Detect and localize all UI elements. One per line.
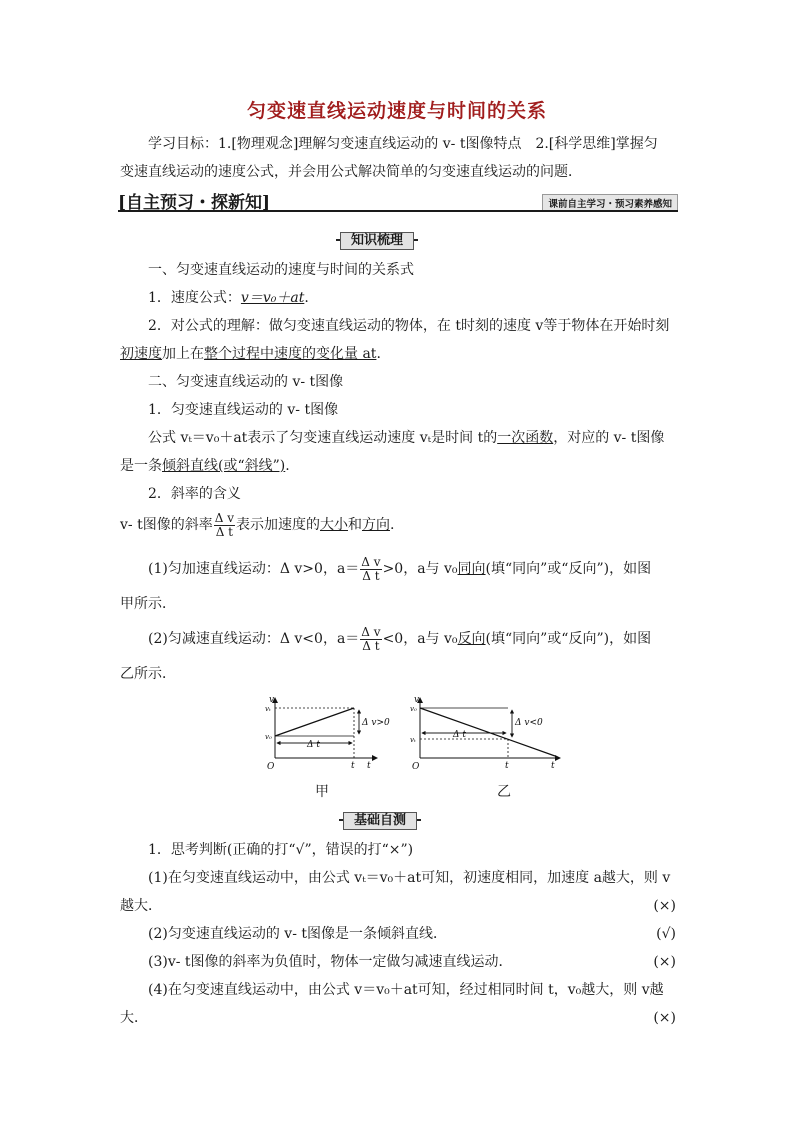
slope-num: Δ v bbox=[214, 510, 234, 525]
objectives-line1: 学习目标：1.[物理观念]理解匀变速直线运动的 v- t图像特点 2.[科学思维]掌握匀 bbox=[148, 136, 658, 152]
statement-2-mark: (√) bbox=[656, 926, 676, 942]
dec-fraction bbox=[360, 626, 381, 653]
slope-den: Δ t bbox=[215, 524, 233, 539]
slope-and: 和 bbox=[347, 517, 362, 533]
item1-prefix: 1．速度公式： bbox=[148, 290, 241, 306]
section-rule bbox=[118, 210, 678, 212]
dec-line2: 乙所示． bbox=[120, 666, 176, 682]
acc-num: Δ v bbox=[361, 554, 381, 569]
left-t2: t bbox=[367, 761, 371, 771]
item2-fill1: 初速度 bbox=[120, 346, 162, 362]
slope-fill2: 方向 bbox=[361, 517, 390, 533]
dec-fill: 反向 bbox=[457, 631, 486, 647]
acc-fraction bbox=[360, 556, 381, 583]
knowledge-label: 知识梳理 bbox=[340, 232, 414, 250]
item2-end: . bbox=[376, 346, 381, 362]
dec-c: (填“同向”或“反向”)，如图 bbox=[485, 631, 652, 647]
sub-1: 1．匀变速直线运动的 v- t图像 bbox=[148, 402, 339, 418]
caption-yi: 乙 bbox=[497, 784, 511, 800]
statement-2-text: (2)匀变速直线运动的 v- t图像是一条倾斜直线． bbox=[148, 926, 447, 942]
knowledge-body bbox=[120, 256, 676, 542]
left-dt-label: Δ t bbox=[307, 740, 320, 750]
item-1 bbox=[120, 284, 676, 312]
item2-fill2: 整个过程中速度的变化量 at bbox=[204, 346, 377, 362]
acc-line bbox=[120, 552, 676, 586]
acc-den: Δ t bbox=[362, 568, 380, 583]
left-v0-label: v₀ bbox=[265, 733, 272, 741]
p1-a: 公式 vₜ＝v₀＋at表示了匀变速直线运动速度 vₜ是时间 t的 bbox=[148, 430, 498, 446]
statement-4b-text: 大． bbox=[120, 1010, 148, 1026]
selftest-label: 基础自测 bbox=[343, 812, 417, 830]
slope-b: 表示加速度的 bbox=[235, 517, 320, 533]
p2-fill: 倾斜直线(或“斜线”) bbox=[162, 458, 286, 474]
label-rule-right bbox=[414, 239, 418, 241]
left-v-label: v bbox=[269, 695, 275, 705]
page-title: 匀变速直线运动速度与时间的关系 bbox=[246, 100, 547, 122]
right-t1: t bbox=[505, 761, 509, 771]
slope-line bbox=[120, 508, 676, 542]
knowledge-label-wrap bbox=[340, 232, 450, 248]
item-2a: 2．对公式的理解：做匀变速直线运动的物体，在 t时刻的速度 v等于物体在开始时刻 bbox=[148, 318, 670, 334]
slope-end: . bbox=[389, 517, 395, 533]
right-v-label: v bbox=[414, 695, 420, 705]
heading-1: 一、匀变速直线运动的速度与时间的关系式 bbox=[148, 262, 414, 278]
dec-den: Δ t bbox=[362, 638, 380, 653]
right-v0-label: v₀ bbox=[410, 705, 417, 713]
statement-3-text: (3)v- t图像的斜率为负值时，物体一定做匀减速直线运动． bbox=[148, 954, 513, 970]
slope-a: v- t图像的斜率 bbox=[120, 517, 213, 533]
left-origin: O bbox=[267, 762, 275, 772]
acc-b: >0，a与 v₀ bbox=[382, 561, 458, 577]
graph-decelerate bbox=[410, 695, 560, 772]
selftest-body bbox=[120, 836, 676, 1032]
left-t1: t bbox=[351, 761, 355, 771]
statement-3-mark: (×) bbox=[653, 954, 676, 970]
right-line bbox=[420, 708, 555, 756]
item-2b bbox=[120, 340, 676, 368]
item1-formula: v＝v₀＋at bbox=[240, 290, 305, 306]
p2-b: . bbox=[285, 458, 290, 474]
vt-graphs bbox=[255, 692, 585, 772]
dec-a: (2)匀减速直线运动：Δ v<0，a＝ bbox=[148, 631, 360, 647]
statement-2 bbox=[120, 920, 676, 948]
statement-1b-text: 越大． bbox=[120, 898, 162, 914]
left-dv-label: Δ v>0 bbox=[362, 718, 390, 728]
acc-line2: 甲所示． bbox=[120, 596, 176, 612]
statement-3 bbox=[120, 948, 676, 976]
right-dv-label: Δ v<0 bbox=[515, 718, 543, 728]
section-header bbox=[118, 188, 678, 212]
slope-fill1: 大小 bbox=[319, 517, 348, 533]
dec-num: Δ v bbox=[361, 624, 381, 639]
dec-b: <0，a与 v₀ bbox=[382, 631, 458, 647]
p1-fill: 一次函数 bbox=[497, 430, 554, 446]
selftest-label-wrap bbox=[343, 812, 453, 828]
left-vt-label: vₜ bbox=[265, 705, 271, 713]
para-2 bbox=[120, 452, 676, 480]
para-1 bbox=[120, 424, 676, 452]
caption-jia: 甲 bbox=[315, 784, 329, 800]
dec-line bbox=[120, 622, 676, 656]
left-line bbox=[275, 708, 354, 736]
right-vt-label: vₜ bbox=[410, 736, 416, 744]
statement-4b bbox=[120, 1004, 676, 1032]
acc-fill: 同向 bbox=[457, 561, 486, 577]
graph-accelerate bbox=[265, 695, 390, 772]
label-rule-right bbox=[417, 819, 421, 821]
statement-1b bbox=[120, 892, 676, 920]
slope-fraction bbox=[214, 512, 235, 539]
label-rule-left bbox=[336, 239, 340, 241]
acc-c: (填“同向”或“反向”)，如图 bbox=[485, 561, 652, 577]
selftest-question: 1．思考判断(正确的打“√”，错误的打“×”) bbox=[148, 842, 414, 858]
item2-mid: 加上在 bbox=[162, 346, 204, 362]
right-t2: t bbox=[551, 761, 555, 771]
objectives-line2: 变速直线运动的速度公式，并会用公式解决简单的匀变速直线运动的问题． bbox=[120, 164, 582, 180]
right-origin: O bbox=[412, 762, 420, 772]
right-dt-label: Δ t bbox=[453, 730, 466, 740]
section-heading: [自主预习・探新知] bbox=[118, 193, 271, 213]
statement-4-mark: (×) bbox=[653, 1010, 676, 1026]
label-rule-left bbox=[339, 819, 343, 821]
statement-1-mark: (×) bbox=[653, 898, 676, 914]
objectives bbox=[120, 130, 676, 186]
section-tag: 课前自主学习・预习素养感知 bbox=[542, 194, 678, 212]
statement-4a: (4)在匀变速直线运动中，由公式 v＝v₀＋at可知，经过相同时间 t，v₀越大，则 v越 bbox=[148, 982, 664, 998]
heading-2: 二、匀变速直线运动的 v- t图像 bbox=[148, 374, 344, 390]
p1-b: ，对应的 v- t图像 bbox=[553, 430, 665, 446]
p2-a: 是一条 bbox=[120, 458, 162, 474]
acc-a: (1)匀加速直线运动：Δ v>0，a＝ bbox=[148, 561, 360, 577]
item1-suffix: . bbox=[304, 290, 309, 306]
sub-2: 2．斜率的含义 bbox=[148, 486, 241, 502]
statement-1a: (1)在匀变速直线运动中，由公式 vₜ＝v₀＋at可知，初速度相同，加速度 a越大，则 v bbox=[148, 870, 671, 886]
